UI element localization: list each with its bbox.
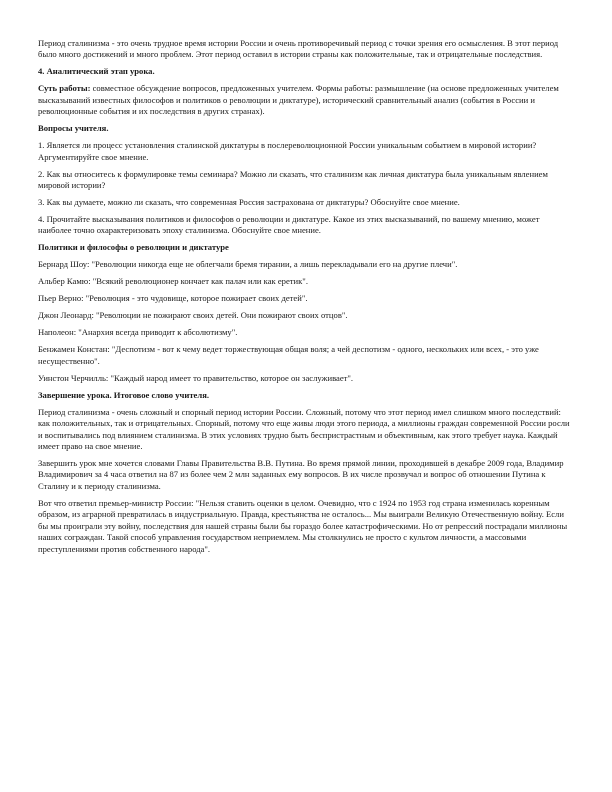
- intro-paragraph: Период сталинизма - это очень трудное время истории России и очень противоречивый период с точки зрения его осмысления. В этот период было много достижений и много проблем. Этот период оставил в истории страны как положительные, так и отрицательные последствия.: [38, 38, 559, 60]
- question-item: 1. Является ли процесс установления сталинской диктатуры в послереволюционной России уникальным событием в мировой истории? Аргументируйте свое мнение.: [38, 140, 537, 162]
- quote-item: Бенжамен Констан: "Деспотизм - вот к чему ведет торжествующая общая воля; а чей деспотизм - одного, нескольких или всех, - это уже несущественно".: [38, 344, 539, 366]
- question-item: 3. Как вы думаете, можно ли сказать, что современная Россия застрахована от диктатуры? Обоснуйте свое мнение.: [38, 197, 460, 208]
- quote-item: Наполеон: "Анархия всегда приводит к абсолютизму".: [38, 327, 238, 338]
- essence-label: Суть работы:: [38, 83, 91, 94]
- quote-item: Пьер Верно: "Революция - это чудовище, которое пожирает своих детей".: [38, 293, 308, 304]
- essence-text: совместное обсуждение вопросов, предложенных учителем. Формы работы: размышление (на основе предложенных учителем высказываний известных философов и политиков о революции и диктатуре), исторический сравнительный анализ (события в России и революционные события и их последствия в других странах).: [38, 83, 559, 117]
- question-item: 2. Как вы относитесь к формулировке темы семинара? Можно ли сказать, что сталинизм как личная диктатура была уникальным явлением мировой истории?: [38, 168, 548, 191]
- document-page: [38, 38, 574, 561]
- conclusion-paragraph: Период сталинизма - очень сложный и спорный период истории России. Сложный, потому что этот период имел слишком много последствий: как положительных, так и отрицательных. Спорный, потому что еще живы люди этого периода, а миллионы граждан современной России росли и воспитывались под влиянием сталинизма. В этих условиях трудно быть беспристрастным и объективным, как этого требует наука. Каждый имеет право на свое мнение.: [38, 406, 570, 452]
- quote-item: Альбер Камю: "Всякий революционер кончает как палач или как еретик".: [38, 276, 308, 287]
- quotes-heading: Политики и философы о революции и диктатуре: [38, 242, 229, 253]
- quote-item: Бернард Шоу: "Революции никогда еще не облегчали бремя тирании, а лишь перекладывали его на другие плечи".: [38, 259, 458, 270]
- question-item: 4. Прочитайте высказывания политиков и философов о революции и диктатуре. Какое из этих высказываний, по вашему мнению, может наиболее точно охарактеризовать эпоху сталинизма. Обоснуйте свое мнение.: [38, 214, 540, 236]
- essence-paragraph: [38, 83, 574, 117]
- conclusion-paragraph: Вот что ответил премьер-министр России: "Нельзя ставить оценки в целом. Очевидно, что с 1924 по 1953 год страна изменилась коренным образом, из аграрной превратилась в индустриальную. Правда, крестьянства не осталось... Мы выиграли Великую Отечественную войну. Если бы мы проиграли эту войну, последствия для нашей страны были бы гораздо более катастрофическими. Но от репрессий пострадали миллионы наших сограждан. Такой способ управления государством неприемлем. Мы столкнулись не просто с культом личности, а массовыми преступлениями против собственного народа".: [38, 497, 568, 554]
- quote-item: Уинстон Черчилль: "Каждый народ имеет то правительство, которое он заслуживает".: [38, 372, 354, 383]
- conclusion-heading: Завершение урока. Итоговое слово учителя.: [38, 389, 209, 400]
- quote-item: Джон Леонард: "Революции не пожирают своих детей. Они пожирают своих отцов".: [38, 310, 348, 321]
- conclusion-paragraph: Завершить урок мне хочется словами Главы Правительства В.В. Путина. Во время прямой линии, проходившей в декабре 2009 года, Владимир Владимирович за 4 часа ответил на 87 из более чем 2 млн заданных ему вопросов. В их числе прозвучал и вопрос об отношении Путина к Сталину и к периоду сталинизма.: [38, 458, 564, 491]
- questions-heading: Вопросы учителя.: [38, 123, 109, 134]
- section-4-heading: 4. Аналитический этап урока.: [38, 66, 155, 77]
